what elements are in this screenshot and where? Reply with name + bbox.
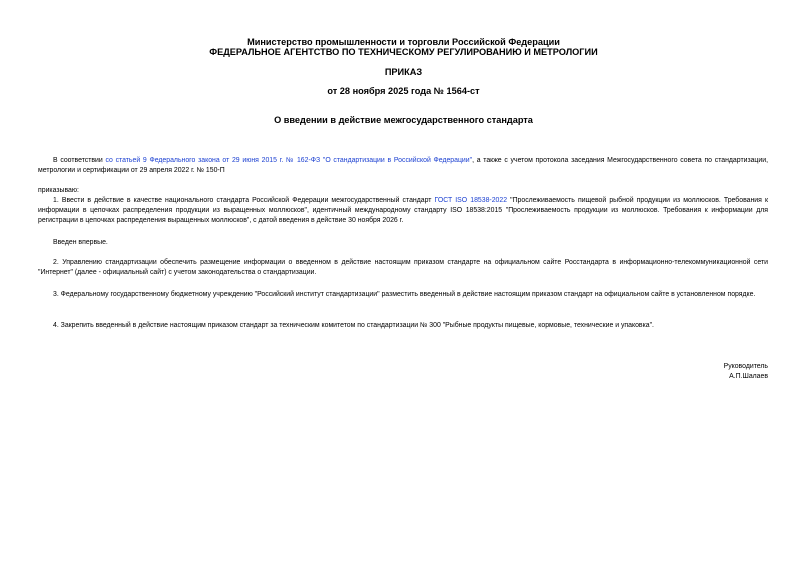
preamble-suffix: , а также с учетом протокола заседания Межгосударственного совета по стандартизации, метрологии и сертификации от 29 апреля 2022 г. № 150-П xyxy=(38,157,768,174)
item-1-paragraph xyxy=(38,196,768,226)
ministry-name: Министерство промышленности и торговли Российской Федерации xyxy=(247,37,560,47)
item-1-suffix: "Прослеживаемость пищевой рыбной продукции из моллюсков. Требования к информации в цепочках распределения продукции из выращенных моллюсков", идентичный международному стандарту ISO 18538:2015 "Прослеживаемость продукции из моллюсков. Требования к информации для регистрации в цепочках распределения выращенных моллюсков", с датой введения в действие 30 ноября 2026 г. xyxy=(38,197,768,224)
law-link[interactable]: со статьей 9 Федерального закона от 29 июня 2015 г. № 162-ФЗ "О стандартизации в Российской Федерации" xyxy=(105,157,473,164)
item-2-paragraph: 2. Управлению стандартизации обеспечить размещение информации о введенном в действие настоящим приказом стандарте на официальном сайте Росстандарта в информационно-телекоммуникационной сети "Интернет" (далее - официальный сайт) с учетом законодательства о стандартизации. xyxy=(38,259,768,276)
preamble-prefix: В соответствии xyxy=(53,157,106,164)
doc-date-number: от 28 ноября 2025 года № 1564-ст xyxy=(327,86,480,96)
order-word: приказываю: xyxy=(38,187,79,194)
item-1-prefix: 1. Ввести в действие в качестве национального стандарта Российской Федерации межгосударственный стандарт xyxy=(53,197,435,204)
signatory-title: Руководитель xyxy=(723,363,768,370)
first-introduced-note: Введен впервые. xyxy=(53,239,108,246)
preamble-paragraph xyxy=(38,156,768,176)
item-4-paragraph: 4. Закрепить введенный в действие настоящим приказом стандарт за техническим комитетом по стандартизации № 300 "Рыбные продукты пищевые, кормовые, технические и упаковка". xyxy=(53,322,654,329)
signatory-name: А.П.Шалаев xyxy=(729,373,768,380)
item-3-paragraph: 3. Федеральному государственному бюджетному учреждению "Российский институт стандартизации" разместить введенный в действие настоящим приказом стандарт на официальном сайте в установленном порядке. xyxy=(53,291,756,298)
standard-link[interactable]: ГОСТ ISO 18538-2022 xyxy=(434,197,508,204)
doc-subject: О введении в действие межгосударственного стандарта xyxy=(274,115,533,125)
doc-type: ПРИКАЗ xyxy=(384,67,423,77)
agency-name: ФЕДЕРАЛЬНОЕ АГЕНТСТВО ПО ТЕХНИЧЕСКОМУ РЕГУЛИРОВАНИЮ И МЕТРОЛОГИИ xyxy=(209,47,598,57)
